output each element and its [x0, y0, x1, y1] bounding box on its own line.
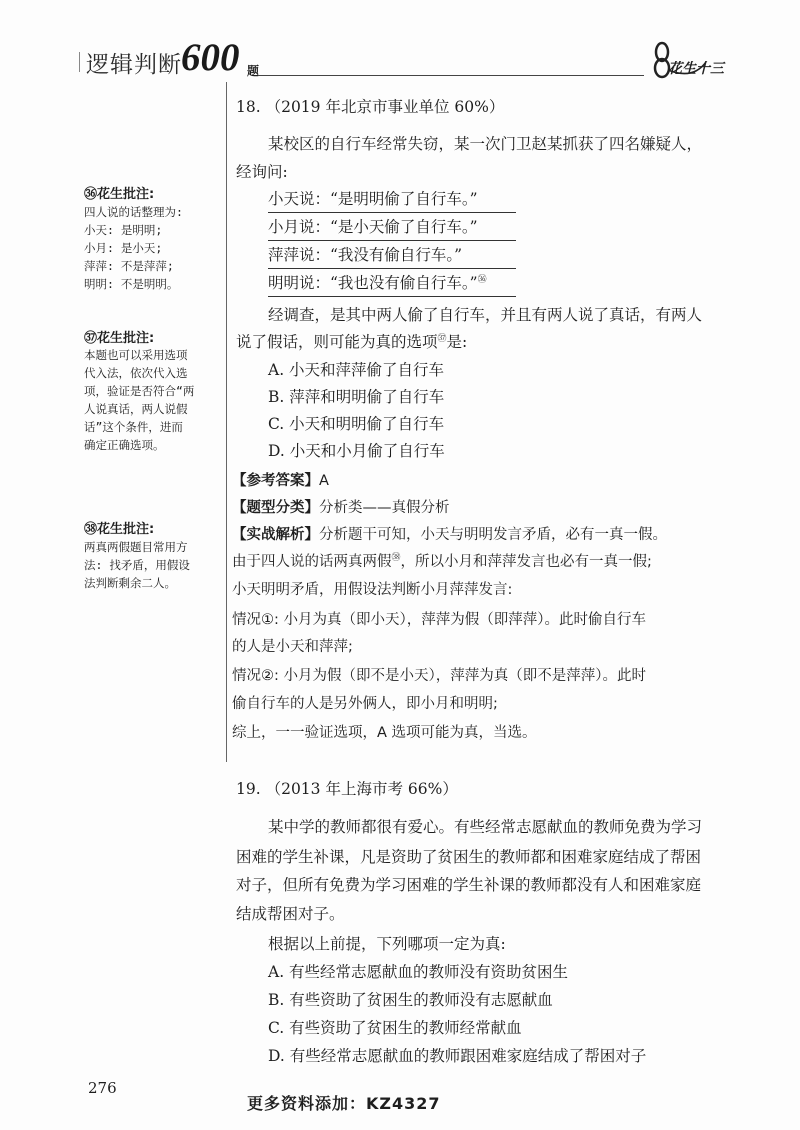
- note-line: 小天: 是明明;: [84, 223, 163, 237]
- q19-option-a: A. 有些经常志愿献血的教师没有资助贫困生: [268, 963, 569, 981]
- note-ref-36: ㊱: [477, 274, 487, 285]
- header-left-tick: [79, 52, 80, 72]
- q18-analysis-line: 小天明明矛盾，用假设法判断小月萍萍发言:: [232, 582, 513, 598]
- analysis-line: 分析题干可知，小天与明明发言矛盾，必有一真一假。: [319, 527, 667, 543]
- note-line: 法判断剩余二人。: [84, 576, 176, 590]
- note-line: 明明: 不是明明。: [84, 277, 179, 291]
- q18-answer: [232, 469, 329, 490]
- q18-type: [232, 496, 450, 517]
- note-line: 小月: 是小天;: [84, 241, 163, 255]
- type-label: 【题型分类】: [232, 500, 319, 516]
- note-38-body: [84, 538, 224, 592]
- note-line: 项，验证是否符合“两: [84, 384, 195, 398]
- q18-option-b: B. 萍萍和明明偷了自行车: [268, 388, 445, 406]
- note-36-body: [84, 203, 224, 293]
- footer-contact: 更多资料添加：KZ4327: [247, 1094, 441, 1113]
- margin-divider: [226, 82, 227, 762]
- note-line: 两真两假题目常用方: [84, 540, 188, 554]
- q19-stem-line: 某中学的教师都很有爱心。有些经常志愿献血的教师免费为学习: [268, 818, 703, 836]
- q18-option-a: A. 小天和萍萍偷了自行车: [268, 361, 445, 379]
- q18-statement: 萍萍说：“我没有偷自行车。”: [268, 243, 516, 269]
- book-title-number: 600: [181, 36, 240, 79]
- note-38-heading: ㊳花生批注:: [84, 522, 155, 537]
- note-ref-38: ㊳: [391, 553, 401, 564]
- q19-stem-line: 困难的学生补课，凡是资助了贫困生的教师都和困难家庭结成了帮困: [236, 848, 702, 866]
- note-line: 人说真话，两人说假: [84, 402, 188, 416]
- page-number: 276: [88, 1079, 117, 1097]
- statement-text: 明明说：“我也没有偷自行车。”: [268, 274, 478, 292]
- para-text: 是:: [446, 333, 468, 351]
- q18-statement: 小天说：“是明明偷了自行车。”: [268, 187, 516, 213]
- q19-option-b: B. 有些资助了贫困生的教师没有志愿献血: [268, 991, 553, 1009]
- q18-option-d: D. 小天和小月偷了自行车: [268, 442, 445, 460]
- analysis-text: ，所以小月和萍萍发言也必有一真一假;: [400, 554, 652, 570]
- book-title: 逻辑判断: [86, 52, 182, 78]
- q18-title: 18. （2019 年北京市事业单位 60%）: [236, 98, 505, 116]
- q18-statement: [268, 271, 516, 297]
- analysis-label: 【实战解析】: [232, 527, 319, 543]
- answer-value: A: [319, 473, 329, 489]
- q19-stem-line: 对子，但所有免费为学习困难的学生补课的教师都没有人和困难家庭: [236, 876, 702, 894]
- q18-option-c: C. 小天和明明偷了自行车: [268, 415, 445, 433]
- note-line: 四人说的话整理为:: [84, 205, 183, 219]
- q19-title: 19. （2013 年上海市考 66%）: [236, 780, 458, 798]
- q18-analysis-line: 的人是小天和萍萍;: [232, 639, 353, 655]
- note-ref-37: ㊲: [437, 333, 447, 344]
- type-value: 分析类——真假分析: [319, 500, 450, 516]
- q18-analysis-line: 偷自行车的人是另外俩人，即小月和明明;: [232, 696, 498, 712]
- q18-statement: 小月说：“是小天偷了自行车。”: [268, 215, 516, 241]
- note-line: 话”这个条件，进而: [84, 420, 183, 434]
- note-37-body: [84, 346, 224, 454]
- note-line: 本题也可以采用选项: [84, 348, 188, 362]
- q18-analysis-line: 情况②: 小月为假（即不是小天），萍萍为真（即不是萍萍）。此时: [232, 668, 646, 684]
- note-line: 确定正确选项。: [84, 438, 165, 452]
- brand-text: 花生十三: [668, 61, 724, 77]
- q18-para: [236, 330, 467, 352]
- q18-stem-line: 经询问:: [236, 163, 288, 181]
- q19-option-d: D. 有些经常志愿献血的教师跟困难家庭结成了帮困对子: [268, 1047, 647, 1065]
- book-title-suffix: 题: [247, 64, 260, 78]
- note-line: 法: 找矛盾，用假设: [84, 558, 190, 572]
- q18-analysis-line: [232, 550, 652, 571]
- q18-analysis-line: 情况①: 小月为真（即小天），萍萍为假（即萍萍）。此时偷自行车: [232, 612, 646, 628]
- note-line: 代入法，依次代入选: [84, 366, 188, 380]
- answer-label: 【参考答案】: [232, 473, 319, 489]
- q18-analysis-line: 综上，一一验证选项，A 选项可能为真，当选。: [232, 725, 537, 741]
- q18-para: 经调查，是其中两人偷了自行车，并且有两人说了真话，有两人: [268, 306, 703, 324]
- q18-analysis: [232, 523, 667, 544]
- q18-stem-line: 某校区的自行车经常失窃，某一次门卫赵某抓获了四名嫌疑人，: [268, 135, 703, 153]
- q19-stem-line: 结成帮困对子。: [236, 905, 345, 923]
- analysis-text: 由于四人说的话两真两假: [232, 554, 392, 570]
- header-rule: [258, 75, 644, 76]
- note-37-heading: ㊲花生批注:: [84, 331, 155, 346]
- para-text: 说了假话，则可能为真的选项: [236, 333, 438, 351]
- note-36-heading: ㊱花生批注:: [84, 187, 155, 202]
- q19-option-c: C. 有些资助了贫困生的教师经常献血: [268, 1019, 522, 1037]
- note-line: 萍萍: 不是萍萍;: [84, 259, 174, 273]
- q19-question: 根据以上前提，下列哪项一定为真:: [268, 935, 506, 953]
